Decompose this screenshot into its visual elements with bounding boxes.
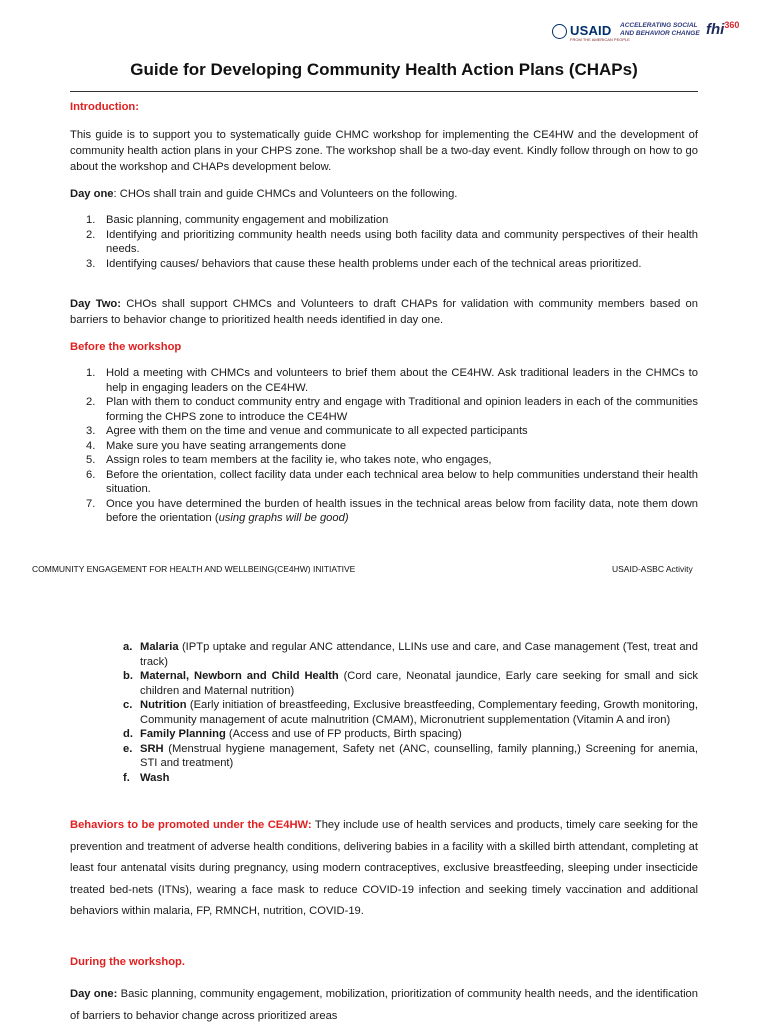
list-item: 1. Hold a meeting with CHMCs and volunteers to brief them about the CE4HW. Ask traditional leaders in the CHMCs to help in engaging leaders on the CE4HW. bbox=[86, 367, 698, 394]
intro-heading: Introduction: bbox=[70, 101, 139, 113]
day-two-paragraph: Day Two: CHOs shall support CHMCs and Volunteers to draft CHAPs for validation with community members based on barriers to behavior change to prioritized health needs identified in day one. bbox=[70, 298, 698, 326]
list-item: 6. Before the orientation, collect facility data under each technical area below to help communities understand their health situation. bbox=[86, 468, 698, 495]
list-item: 2. Identifying and prioritizing community health needs using both facility data and community perspectives of their health needs. bbox=[86, 228, 698, 255]
header-logos bbox=[552, 18, 742, 46]
fhi360-logo: fhi$^{360}$ bbox=[706, 20, 740, 38]
list-item: c. Nutrition (Early initiation of breastfeeding, Exclusive breastfeeding, Complementary feeding, Growth monitoring, Community management of acute malnutrition (CMAM), Micronutrient supplementation (Vitamin A and iron) bbox=[123, 699, 698, 726]
list-item: 1. Basic planning, community engagement and mobilization bbox=[86, 214, 389, 226]
list-item: 3. Identifying causes/ behaviors that cause these health problems under each of the technical areas prioritized. bbox=[86, 257, 642, 270]
page-footer-left: COMMUNITY ENGAGEMENT FOR HEALTH AND WELLBEING(CE4HW) INITIATIVE bbox=[32, 564, 356, 574]
intro-paragraph: This guide is to support you to systematically guide CHMC workshop for implementing the CE4HW and the development of community health action plans in your CHPS zone. The workshop shall be a two-day event. Kindly follow through on how to go about the workshop and CHAPs development below. bbox=[70, 129, 698, 173]
usaid-logo-subtitle: FROM THE AMERICAN PEOPLE bbox=[570, 37, 630, 42]
day-one-list bbox=[86, 213, 698, 271]
title-divider bbox=[70, 91, 698, 92]
list-item: 4. Make sure you have seating arrangements done bbox=[86, 439, 347, 452]
before-workshop-heading: Before the workshop bbox=[70, 341, 182, 353]
list-item: d. Family Planning (Access and use of FP products, Birth spacing) bbox=[123, 728, 462, 740]
list-item: 2. Plan with them to conduct community entry and engage with Traditional and opinion leaders in each of the communities forming the CHPS zone to introduce the CE4HW bbox=[86, 396, 698, 423]
usaid-seal-icon bbox=[552, 24, 567, 39]
day-one-paragraph: Day one: CHOs shall train and guide CHMCs and Volunteers on the following. bbox=[70, 188, 458, 200]
before-workshop-list bbox=[86, 366, 698, 526]
list-item: 3. Agree with them on the time and venue and communicate to all expected participants bbox=[86, 425, 528, 437]
during-day-one-paragraph: Day one: Basic planning, community engagement, mobilization, prioritization of community health needs, and the identification of barriers to behavior change across prioritized areas bbox=[70, 988, 698, 1022]
list-item: b. Maternal, Newborn and Child Health (Cord care, Neonatal jaundice, Early care seeking for small and sick children and Maternal nutrition) bbox=[123, 670, 699, 697]
page-footer-right: USAID-ASBC Activity bbox=[612, 564, 693, 574]
list-item: 7. Once you have determined the burden of health issues in the technical areas below from facility data, note them down before the orientation (using graphs will be good) bbox=[86, 497, 698, 524]
list-item: 5. Assign roles to team members at the facility ie, who takes note, who engages, bbox=[86, 454, 492, 466]
usaid-logo: USAID bbox=[570, 23, 612, 38]
behaviors-paragraph: Behaviors to be promoted under the CE4HW: They include use of health services and products, timely care seeking for the prevention and treatment of adverse health conditions, delivering babies in a facility with a skilled birth attendant, completing at least four antenatal visits during pregnancy, using modern contraceptives, exclusive breastfeeding, sleeping under insecticide treated bed-nets (ITNs), wearing a face mask to reduce COVID-19 infection and seeking timely vaccination and additional behaviors within malaria, FP, RMNCH, nutrition, COVID-19. bbox=[70, 819, 698, 917]
list-item: a. Malaria (IPTp uptake and regular ANC attendance, LLINs use and care, and Case management (Test, treat and track) bbox=[123, 641, 698, 668]
list-item: e. SRH (Menstrual hygiene management, Safety net (ANC, counselling, family planning,) Screening for anemia, STI and treatment) bbox=[123, 742, 698, 769]
asbc-tagline: ACCELERATING SOCIAL AND BEHAVIOR CHANGE bbox=[620, 22, 700, 37]
page-title: Guide for Developing Community Health Action Plans (CHAPs) bbox=[130, 60, 638, 79]
technical-areas-list bbox=[123, 640, 698, 785]
list-item: f. Wash bbox=[123, 771, 170, 784]
during-workshop-heading: During the workshop. bbox=[70, 956, 185, 968]
